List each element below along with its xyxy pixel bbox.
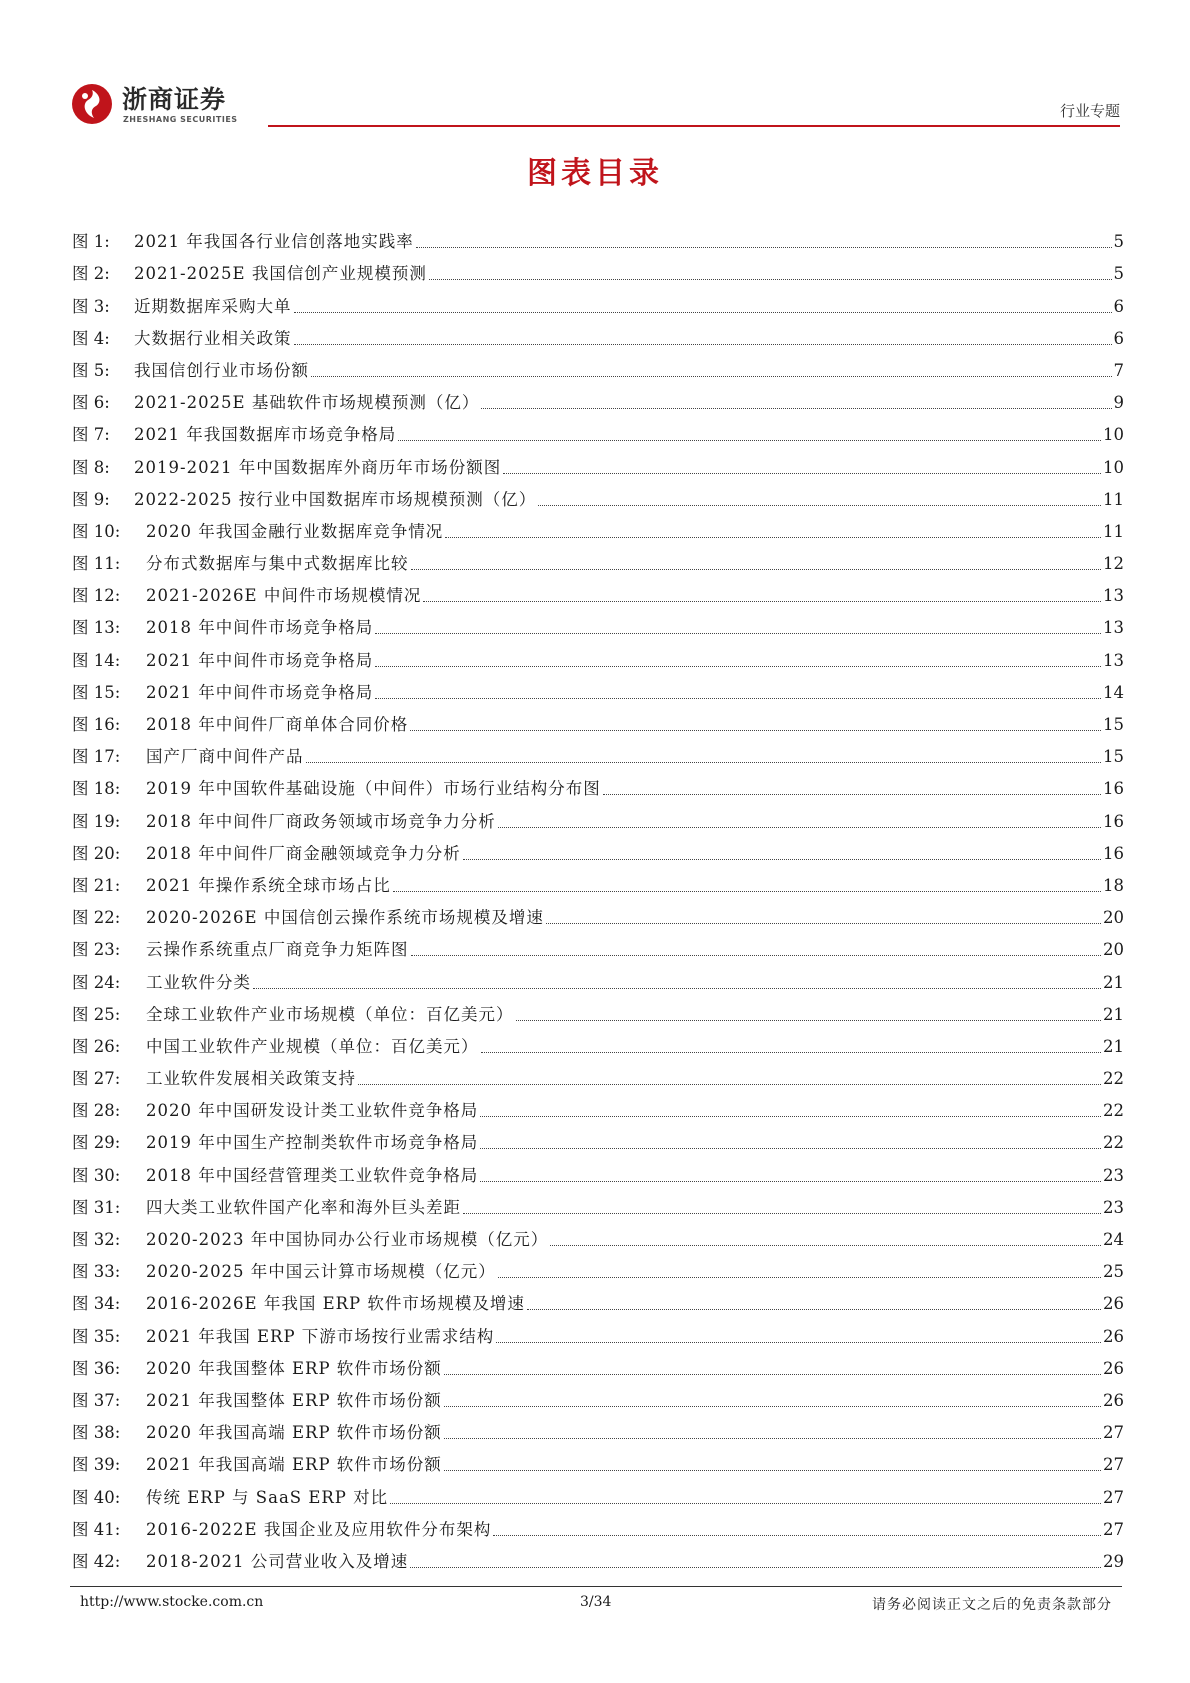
toc-entry[interactable] — [72, 703, 1124, 735]
toc-entry[interactable] — [72, 445, 1124, 477]
toc-entry-label: 2018 年中间件市场竞争格局 — [146, 618, 374, 638]
toc-entry-number: 图 14: — [72, 650, 121, 670]
toc-entry-label: 全球工业软件产业市场规模（单位：百亿美元） — [146, 1004, 514, 1024]
page-title: 图表目录 — [527, 156, 663, 191]
toc-entry-page: 20 — [1103, 908, 1124, 928]
toc-entry-label: 2018-2021 公司营业收入及增速 — [146, 1551, 409, 1571]
toc-entry-page: 13 — [1103, 586, 1124, 606]
toc-leader-dots — [496, 1341, 1101, 1343]
toc-entry-label: 工业软件分类 — [146, 972, 251, 992]
toc-entry-page: 6 — [1113, 296, 1124, 316]
toc-leader-dots — [411, 568, 1102, 570]
toc-entry[interactable] — [72, 220, 1124, 252]
toc-entry-label: 国产厂商中间件产品 — [146, 747, 304, 767]
toc-entry-label: 2021 年我国数据库市场竞争格局 — [134, 425, 397, 445]
brand-name-en: ZHESHANG SECURITIES — [123, 115, 238, 124]
disclaimer-note: 请务必阅读正文之后的免责条款部分 — [872, 1597, 1112, 1613]
toc-entry-number: 图 22: — [72, 908, 121, 928]
toc-entry[interactable] — [72, 1186, 1124, 1218]
toc-leader-dots — [481, 1051, 1102, 1053]
toc-entry[interactable] — [72, 606, 1124, 638]
toc-entry-label: 2019 年中国软件基础设施（中间件）市场行业结构分布图 — [146, 779, 601, 799]
toc-leader-dots — [375, 632, 1101, 634]
toc-entry-number: 图 9: — [72, 489, 110, 509]
toc-leader-dots — [429, 278, 1112, 280]
toc-entry-page: 5 — [1113, 264, 1124, 284]
toc-entry-page: 23 — [1103, 1197, 1124, 1217]
toc-entry-page: 15 — [1103, 715, 1124, 734]
toc-entry-page: 26 — [1103, 1294, 1124, 1314]
brand-name-cn: 浙商证券 — [122, 85, 227, 114]
toc-entry-number: 图 23: — [72, 940, 121, 960]
toc-entry[interactable] — [72, 1057, 1124, 1089]
toc-entry[interactable] — [72, 252, 1124, 284]
toc-leader-dots — [411, 954, 1102, 956]
toc-leader-dots — [375, 665, 1101, 667]
toc-entry-page: 16 — [1103, 843, 1124, 863]
toc-leader-dots — [410, 729, 1101, 731]
toc-entry-page: 26 — [1103, 1358, 1124, 1378]
toc-entry[interactable] — [72, 1347, 1124, 1379]
toc-entry-number: 图 17: — [72, 747, 121, 767]
toc-entry-label: 2020-2025 年中国云计算市场规模（亿元） — [146, 1262, 496, 1282]
toc-entry-number: 图 6: — [72, 393, 110, 413]
toc-entry[interactable] — [72, 993, 1124, 1025]
toc-entry-number: 图 25: — [72, 1004, 121, 1024]
toc-leader-dots — [481, 407, 1111, 409]
header-divider — [268, 125, 1120, 127]
toc-entry[interactable] — [72, 1250, 1124, 1282]
zheshang-logo-icon — [70, 82, 114, 126]
toc-leader-dots — [306, 761, 1102, 763]
toc-leader-dots — [480, 1147, 1101, 1149]
toc-entry-label: 2021 年操作系统全球市场占比 — [146, 875, 391, 895]
toc-entry[interactable] — [72, 1025, 1124, 1057]
toc-entry-page: 26 — [1103, 1326, 1124, 1346]
toc-leader-dots — [503, 472, 1101, 474]
toc-entry-label: 2020 年我国金融行业数据库竞争情况 — [146, 521, 444, 541]
toc-entry-page: 13 — [1103, 650, 1124, 670]
toc-entry-label: 2021-2025E 我国信创产业规模预测 — [134, 264, 427, 284]
toc-entry-page: 7 — [1113, 360, 1124, 380]
toc-entry-number: 图 28: — [72, 1101, 121, 1121]
toc-entry[interactable] — [72, 413, 1124, 445]
toc-entry-page: 16 — [1103, 779, 1124, 799]
toc-entry-number: 图 7: — [72, 425, 110, 445]
toc-entry-page: 11 — [1103, 521, 1124, 541]
toc-entry-number: 图 24: — [72, 972, 121, 992]
toc-entry-page: 26 — [1103, 1390, 1124, 1410]
toc-entry-number: 图 3: — [72, 296, 110, 316]
toc-leader-dots — [445, 536, 1101, 538]
toc-entry[interactable] — [72, 960, 1124, 992]
toc-entry-page: 10 — [1103, 425, 1124, 445]
toc-leader-dots — [311, 375, 1112, 377]
toc-entry-label: 2020-2026E 中国信创云操作系统市场规模及增速 — [146, 908, 544, 928]
toc-entry-number: 图 26: — [72, 1036, 121, 1056]
toc-entry-page: 21 — [1103, 1004, 1124, 1024]
toc-entry-number: 图 40: — [72, 1487, 121, 1507]
toc-entry-page: 13 — [1103, 618, 1124, 638]
footer-divider — [70, 1586, 1122, 1587]
toc-leader-dots — [550, 1244, 1101, 1246]
toc-leader-dots — [480, 1180, 1101, 1182]
toc-entry-number: 图 18: — [72, 779, 121, 799]
toc-entry-number: 图 27: — [72, 1069, 121, 1089]
toc-entry[interactable] — [72, 478, 1124, 510]
toc-entry-number: 图 2: — [72, 264, 110, 284]
toc-entry-page: 21 — [1103, 972, 1124, 992]
toc-leader-dots — [498, 1276, 1101, 1278]
toc-entry-number: 图 37: — [72, 1390, 121, 1410]
toc-leader-dots — [410, 1566, 1101, 1568]
toc-leader-dots — [498, 826, 1101, 828]
toc-entry-page: 10 — [1103, 457, 1124, 477]
toc-leader-dots — [398, 439, 1101, 441]
toc-entry-page: 25 — [1103, 1262, 1124, 1282]
toc-entry-page: 20 — [1103, 940, 1124, 960]
toc-entry-number: 图 4: — [72, 328, 110, 348]
toc-entry[interactable] — [72, 1121, 1124, 1153]
toc-entry-label: 2018 年中间件厂商金融领域竞争力分析 — [146, 843, 461, 863]
toc-entry-page: 22 — [1103, 1101, 1124, 1121]
toc-entry-page: 27 — [1103, 1519, 1124, 1539]
toc-entry-label: 2016-2026E 年我国 ERP 软件市场规模及增速 — [146, 1294, 525, 1314]
toc-entry-number: 图 38: — [72, 1423, 121, 1443]
toc-leader-dots — [390, 1502, 1101, 1504]
toc-entry-label: 我国信创行业市场份额 — [134, 360, 309, 380]
toc-entry[interactable] — [72, 1218, 1124, 1250]
toc-entry[interactable] — [72, 832, 1124, 864]
toc-entry-number: 图 19: — [72, 811, 121, 831]
toc-entry[interactable] — [72, 1314, 1124, 1346]
toc-entry-label: 2020 年我国整体 ERP 软件市场份额 — [146, 1358, 442, 1378]
toc-entry[interactable] — [72, 317, 1124, 349]
toc-entry[interactable] — [72, 928, 1124, 960]
toc-entry-page: 27 — [1103, 1423, 1124, 1443]
toc-entry[interactable] — [72, 284, 1124, 316]
toc-leader-dots — [444, 1405, 1101, 1407]
toc-entry[interactable] — [72, 1508, 1124, 1540]
toc-leader-dots — [463, 858, 1101, 860]
toc-entry[interactable] — [72, 381, 1124, 413]
toc-entry-page: 29 — [1103, 1551, 1124, 1571]
toc-leader-dots — [294, 311, 1112, 313]
toc-entry-page: 5 — [1113, 232, 1124, 252]
toc-entry[interactable] — [72, 1379, 1124, 1411]
toc-entry-page: 14 — [1103, 682, 1124, 702]
toc-entry-number: 图 11: — [72, 554, 121, 574]
toc-entry-number: 图 5: — [72, 360, 110, 380]
toc-entry-page: 23 — [1103, 1165, 1124, 1185]
toc-entry-page: 15 — [1103, 747, 1124, 767]
toc-entry-label: 传统 ERP 与 SaaS ERP 对比 — [146, 1487, 389, 1507]
toc-entry-page: 27 — [1103, 1455, 1124, 1475]
toc-leader-dots — [416, 246, 1112, 248]
footer-url-link[interactable]: http://www.stocke.com.cn — [80, 1594, 264, 1610]
toc-entry-label: 2021 年我国 ERP 下游市场按行业需求结构 — [146, 1326, 495, 1346]
toc-entry-number: 图 41: — [72, 1519, 121, 1539]
toc-entry[interactable] — [72, 349, 1124, 381]
toc-entry-number: 图 39: — [72, 1455, 121, 1475]
toc-entry-number: 图 10: — [72, 521, 121, 541]
toc-entry-number: 图 1: — [72, 232, 110, 252]
toc-entry-page: 22 — [1103, 1069, 1124, 1089]
toc-entry[interactable] — [72, 1540, 1124, 1572]
toc-entry-label: 2019 年中国生产控制类软件市场竞争格局 — [146, 1133, 479, 1153]
toc-entry-page: 27 — [1103, 1487, 1124, 1507]
toc-entry-page: 21 — [1103, 1036, 1124, 1056]
toc-entry[interactable] — [72, 542, 1124, 574]
toc-entry[interactable] — [72, 1411, 1124, 1443]
toc-entry-label: 大数据行业相关政策 — [134, 328, 292, 348]
toc-entry-page: 12 — [1103, 554, 1124, 574]
toc-leader-dots — [493, 1534, 1101, 1536]
toc-entry-number: 图 31: — [72, 1197, 121, 1217]
toc-entry-label: 2022-2025 按行业中国数据库市场规模预测（亿） — [134, 489, 537, 509]
toc-entry-label: 工业软件发展相关政策支持 — [146, 1069, 356, 1089]
toc-leader-dots — [463, 1212, 1101, 1214]
page-number: 3/34 — [580, 1594, 612, 1610]
toc-leader-dots — [444, 1469, 1101, 1471]
toc-entry-label: 分布式数据库与集中式数据库比较 — [146, 554, 409, 574]
toc-entry-label: 2020 年中国研发设计类工业软件竞争格局 — [146, 1101, 479, 1121]
toc-entry-label: 2018 年中间件厂商政务领域市场竞争力分析 — [146, 811, 496, 831]
toc-entry-label: 2020-2023 年中国协同办公行业市场规模（亿元） — [146, 1230, 549, 1249]
toc-entry-page: 16 — [1103, 811, 1124, 831]
toc-entry-page: 24 — [1103, 1230, 1124, 1249]
toc-entry-label: 2021-2025E 基础软件市场规模预测（亿） — [134, 393, 480, 413]
toc-entry[interactable] — [72, 671, 1124, 703]
toc-entry-number: 图 29: — [72, 1133, 121, 1153]
toc-entry-label: 中国工业软件产业规模（单位：百亿美元） — [146, 1036, 479, 1056]
toc-entry[interactable] — [72, 1089, 1124, 1121]
toc-entry-number: 图 36: — [72, 1358, 121, 1378]
toc-leader-dots — [516, 1019, 1102, 1021]
toc-entry-label: 云操作系统重点厂商竞争力矩阵图 — [146, 940, 409, 960]
toc-entry-number: 图 12: — [72, 586, 121, 606]
toc-entry-label: 2018 年中间件厂商单体合同价格 — [146, 715, 409, 734]
toc-entry-page: 6 — [1113, 328, 1124, 348]
figure-index-list — [72, 220, 1124, 1572]
toc-leader-dots — [603, 793, 1101, 795]
toc-entry-number: 图 33: — [72, 1262, 121, 1282]
toc-entry[interactable] — [72, 896, 1124, 928]
toc-entry-page: 9 — [1113, 393, 1124, 413]
toc-leader-dots — [375, 697, 1101, 699]
toc-entry-label: 2021 年中间件市场竞争格局 — [146, 682, 374, 702]
toc-entry-label: 四大类工业软件国产化率和海外巨头差距 — [146, 1197, 461, 1217]
toc-entry-label: 2021 年我国高端 ERP 软件市场份额 — [146, 1455, 442, 1475]
toc-entry-label: 2020 年我国高端 ERP 软件市场份额 — [146, 1423, 442, 1443]
toc-leader-dots — [538, 504, 1101, 506]
toc-entry[interactable] — [72, 638, 1124, 670]
toc-entry-number: 图 15: — [72, 682, 121, 702]
toc-entry[interactable] — [72, 767, 1124, 799]
toc-leader-dots — [444, 1437, 1101, 1439]
toc-entry-label: 2019-2021 年中国数据库外商历年市场份额图 — [134, 457, 502, 477]
toc-entry-label: 2018 年中国经营管理类工业软件竞争格局 — [146, 1165, 479, 1185]
toc-entry-label: 2021 年我国各行业信创落地实践率 — [134, 232, 414, 252]
toc-entry-number: 图 21: — [72, 875, 121, 895]
toc-entry-number: 图 32: — [72, 1230, 121, 1249]
toc-entry[interactable] — [72, 1443, 1124, 1475]
toc-leader-dots — [527, 1308, 1101, 1310]
toc-entry[interactable] — [72, 1282, 1124, 1314]
toc-entry-number: 图 34: — [72, 1294, 121, 1314]
toc-entry-label: 2021-2026E 中间件市场规模情况 — [146, 586, 422, 606]
toc-leader-dots — [423, 600, 1101, 602]
toc-entry-number: 图 8: — [72, 457, 110, 477]
toc-entry[interactable] — [72, 510, 1124, 542]
toc-entry-number: 图 16: — [72, 715, 121, 734]
toc-entry-label: 2016-2022E 我国企业及应用软件分布架构 — [146, 1519, 492, 1539]
toc-entry[interactable] — [72, 799, 1124, 831]
toc-entry[interactable] — [72, 574, 1124, 606]
toc-entry-label: 2021 年我国整体 ERP 软件市场份额 — [146, 1390, 442, 1410]
page-header — [70, 70, 1120, 130]
toc-entry-number: 图 13: — [72, 618, 121, 638]
toc-entry-number: 图 35: — [72, 1326, 121, 1346]
toc-leader-dots — [253, 987, 1101, 989]
toc-entry[interactable] — [72, 1153, 1124, 1185]
toc-entry-number: 图 20: — [72, 843, 121, 863]
toc-entry[interactable] — [72, 864, 1124, 896]
toc-entry-page: 18 — [1103, 875, 1124, 895]
toc-leader-dots — [480, 1115, 1101, 1117]
toc-entry-label: 近期数据库采购大单 — [134, 296, 292, 316]
toc-leader-dots — [294, 343, 1112, 345]
section-label: 行业专题 — [1059, 102, 1120, 120]
toc-entry-number: 图 42: — [72, 1551, 121, 1571]
toc-entry-label: 2021 年中间件市场竞争格局 — [146, 650, 374, 670]
toc-leader-dots — [393, 890, 1101, 892]
toc-leader-dots — [546, 922, 1101, 924]
toc-entry[interactable] — [72, 735, 1124, 767]
toc-entry-page: 11 — [1103, 489, 1124, 509]
toc-leader-dots — [444, 1373, 1101, 1375]
toc-entry-number: 图 30: — [72, 1165, 121, 1185]
toc-leader-dots — [358, 1083, 1101, 1085]
toc-entry[interactable] — [72, 1475, 1124, 1507]
toc-entry-page: 22 — [1103, 1133, 1124, 1153]
